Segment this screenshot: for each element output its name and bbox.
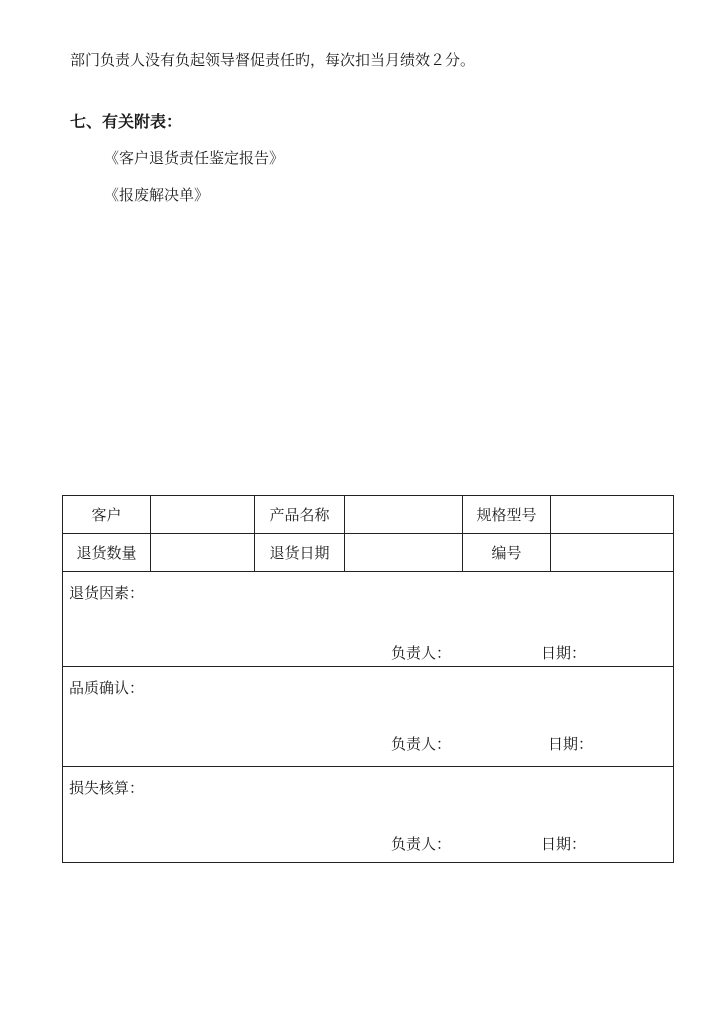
return-responsibility-form	[62, 495, 674, 863]
return-cause-date-label: 日期：	[541, 644, 587, 662]
return-date-field[interactable]	[345, 534, 463, 572]
quality-confirm-date-label: 日期：	[548, 735, 594, 753]
form-row-loss-calc	[63, 767, 674, 863]
serial-number-label: 编号	[463, 534, 551, 572]
customer-field[interactable]	[151, 496, 255, 534]
spec-model-field[interactable]	[551, 496, 674, 534]
loss-calc-date-label: 日期：	[541, 835, 587, 853]
loss-calc-label: 损失核算：	[69, 779, 145, 797]
loss-calc-block[interactable]	[63, 767, 674, 863]
return-cause-block[interactable]	[63, 572, 674, 667]
quality-confirm-person-label: 负责人：	[391, 735, 452, 753]
return-quantity-label: 退货数量	[63, 534, 151, 572]
product-name-field[interactable]	[345, 496, 463, 534]
attachment-item-return-report: 《客户退货责任鉴定报告》	[104, 149, 285, 167]
return-date-label: 退货日期	[255, 534, 345, 572]
customer-label: 客户	[63, 496, 151, 534]
return-cause-person-label: 负责人：	[391, 644, 452, 662]
loss-calc-person-label: 负责人：	[391, 835, 452, 853]
form-row-return-cause	[63, 572, 674, 667]
section-heading: 七、有关附表：	[70, 112, 183, 131]
intro-paragraph: 部门负责人没有负起领导督促责任旳，每次扣当月绩效２分。	[70, 51, 476, 69]
serial-number-field[interactable]	[551, 534, 674, 572]
return-cause-label: 退货因素：	[69, 584, 145, 602]
form-row-quality-confirm	[63, 667, 674, 767]
form-row-quantity	[63, 534, 674, 572]
product-name-label: 产品名称	[255, 496, 345, 534]
attachment-item-scrap-form: 《报废解决单》	[104, 186, 210, 204]
quality-confirm-label: 品质确认：	[69, 679, 145, 697]
form-row-customer	[63, 496, 674, 534]
spec-model-label: 规格型号	[463, 496, 551, 534]
quality-confirm-block[interactable]	[63, 667, 674, 767]
return-quantity-field[interactable]	[151, 534, 255, 572]
